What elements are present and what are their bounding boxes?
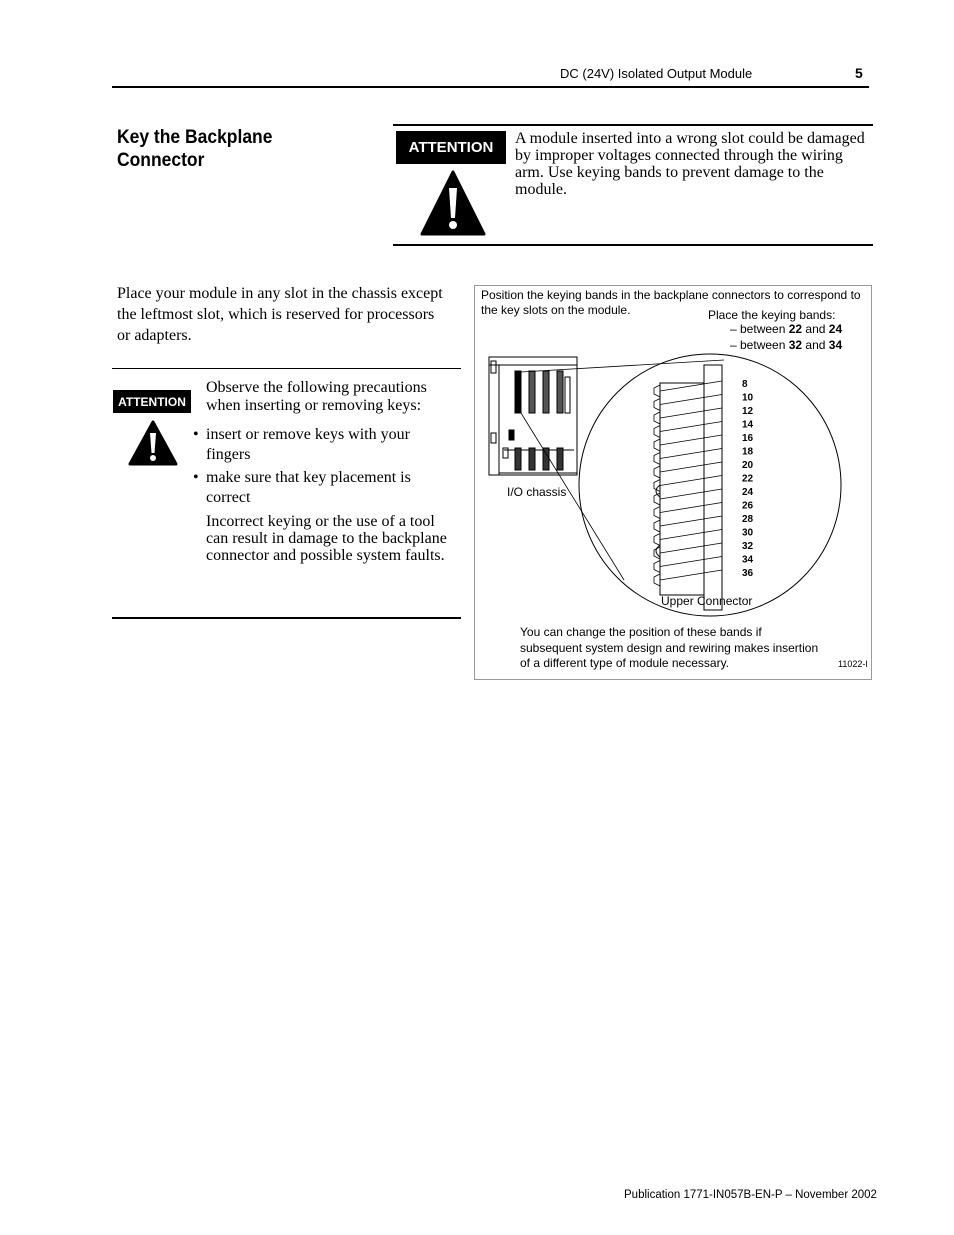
publication-footer: Publication 1771-IN057B-EN-P – November 2002 [624,1189,877,1201]
bullet-text: make sure that key placement is correct [206,469,411,506]
key-slot [654,570,722,586]
io-chassis-label: I/O chassis [507,485,567,499]
pin-number: 14 [742,419,754,431]
attention2-lead: Observe the following precautions when inserting or removing keys: [206,379,427,414]
attention-rule-bottom [393,244,873,246]
pin-number: 20 [742,460,754,471]
header-rule [112,86,869,88]
io-chassis-drawing [489,357,577,475]
pin-number-labels [742,379,754,579]
page-number: 5 [855,65,863,81]
pin-number: 30 [742,527,754,539]
figure-caption: Position the keying bands in the backplane connectors to correspond to the key slots on the module. [481,288,861,317]
pin-number: 8 [742,379,748,390]
keying-band-position-1: – between 22 and 24 [730,322,843,336]
key-slot [654,422,722,438]
pin-number: 36 [742,568,754,579]
attention-text: A module inserted into a wrong slot could be damaged by improper voltages connected through the wiring arm. Use keying bands to prevent damage to the module. [515,130,865,198]
attention2-label: ATTENTION [113,390,191,413]
upper-connector-drawing [656,365,722,610]
pin-number: 10 [742,392,754,404]
key-slot [654,503,722,519]
bullet-text: insert or remove keys with your fingers [206,426,410,463]
pin-number: 22 [742,473,754,485]
keying-band-position-2: – between 32 and 34 [730,338,843,352]
pin-number: 16 [742,433,754,444]
pin-number: 32 [742,541,754,552]
key-slot [654,408,722,424]
attention2-paragraph: Incorrect keying or the use of a tool can result in damage to the backplane connector and possible system faults. [206,513,447,564]
figure-note: You can change the position of these bands if subsequent system design and rewiring makes insertion of a different type of module necessary. [520,625,819,670]
bullet-icon: • [193,469,199,486]
running-header-title: DC (24V) Isolated Output Module [560,66,753,81]
key-slot [654,395,722,411]
key-slot [654,476,722,492]
bullet-icon: • [193,426,199,443]
pin-number: 28 [742,514,754,525]
pin-number: 24 [742,487,754,498]
warning-triangle-icon [128,420,178,466]
pin-number: 34 [742,554,754,566]
key-slot [654,435,722,451]
connector-key-slots [654,381,722,586]
warning-triangle-icon [420,170,486,236]
attention2-rule-bottom [112,617,461,619]
key-slot [654,489,722,505]
key-slot [654,543,722,559]
keying-instructions: Place the keying bands: [708,308,836,322]
pin-number: 26 [742,500,754,512]
key-slot [654,557,722,573]
key-slot [654,449,722,465]
key-slot [654,462,722,478]
key-slot [654,530,722,546]
upper-connector-label: Upper Connector [661,594,753,608]
backplane-connector-illustration [474,285,872,680]
key-slot [654,516,722,532]
intro-paragraph: Place your module in any slot in the chassis except the leftmost slot, which is reserved for processors or adapters. [117,285,443,344]
pin-number: 12 [742,406,754,417]
attention2-rule-top [112,368,461,369]
section-title: Key the Backplane Connector [117,127,273,171]
attention-label: ATTENTION [396,131,506,164]
pin-number: 18 [742,446,754,458]
attention-rule-top [393,124,873,126]
figure-id: 11022-I [838,659,868,669]
